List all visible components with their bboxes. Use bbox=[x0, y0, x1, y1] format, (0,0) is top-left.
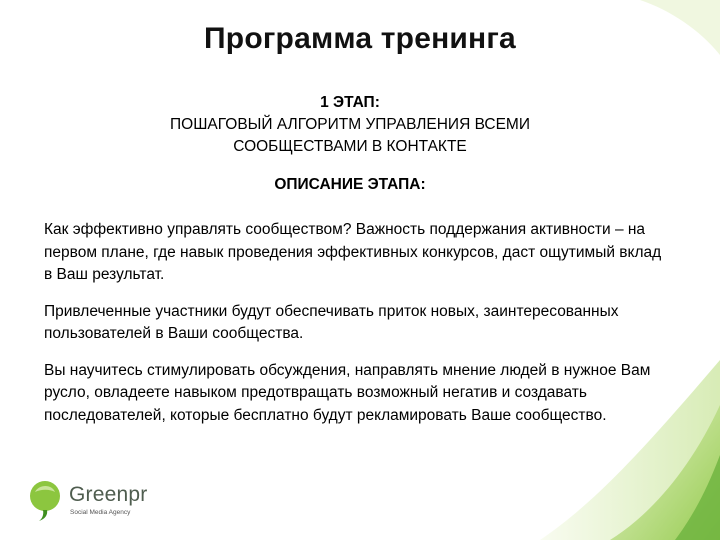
paragraph: Вы научитесь стимулировать обсуждения, направлять мнение людей в нужное Вам русло, овладеете навыком предотвращать возможный негатив и создавать последователей, которые бесплатно будут рекламировать Ваше сообщество. bbox=[44, 361, 651, 424]
stage-number: 1 ЭТАП: bbox=[320, 94, 380, 111]
description-heading: ОПИСАНИЕ ЭТАПА: bbox=[274, 176, 426, 193]
stage-block bbox=[130, 92, 570, 158]
stage-name: ПОШАГОВЫЙ АЛГОРИТМ УПРАВЛЕНИЯ ВСЕМИ СООБЩЕСТВАМИ В КОНТАКТЕ bbox=[170, 116, 530, 155]
slide-title: Программа тренинга bbox=[204, 22, 516, 55]
paragraph: Привлеченные участники будут обеспечивать приток новых, заинтересованных пользователей в Ваши сообщества. bbox=[44, 302, 619, 342]
paragraph: Как эффективно управлять сообществом? Важность поддержания активности – на первом плане, где навык проведения эффективных конкурсов, даст ощутимый вклад в Ваш результат. bbox=[44, 221, 662, 283]
logo-tagline: Social Media Agency bbox=[70, 509, 131, 516]
description-body bbox=[44, 219, 664, 441]
logo-name: Greenpr bbox=[69, 483, 148, 506]
